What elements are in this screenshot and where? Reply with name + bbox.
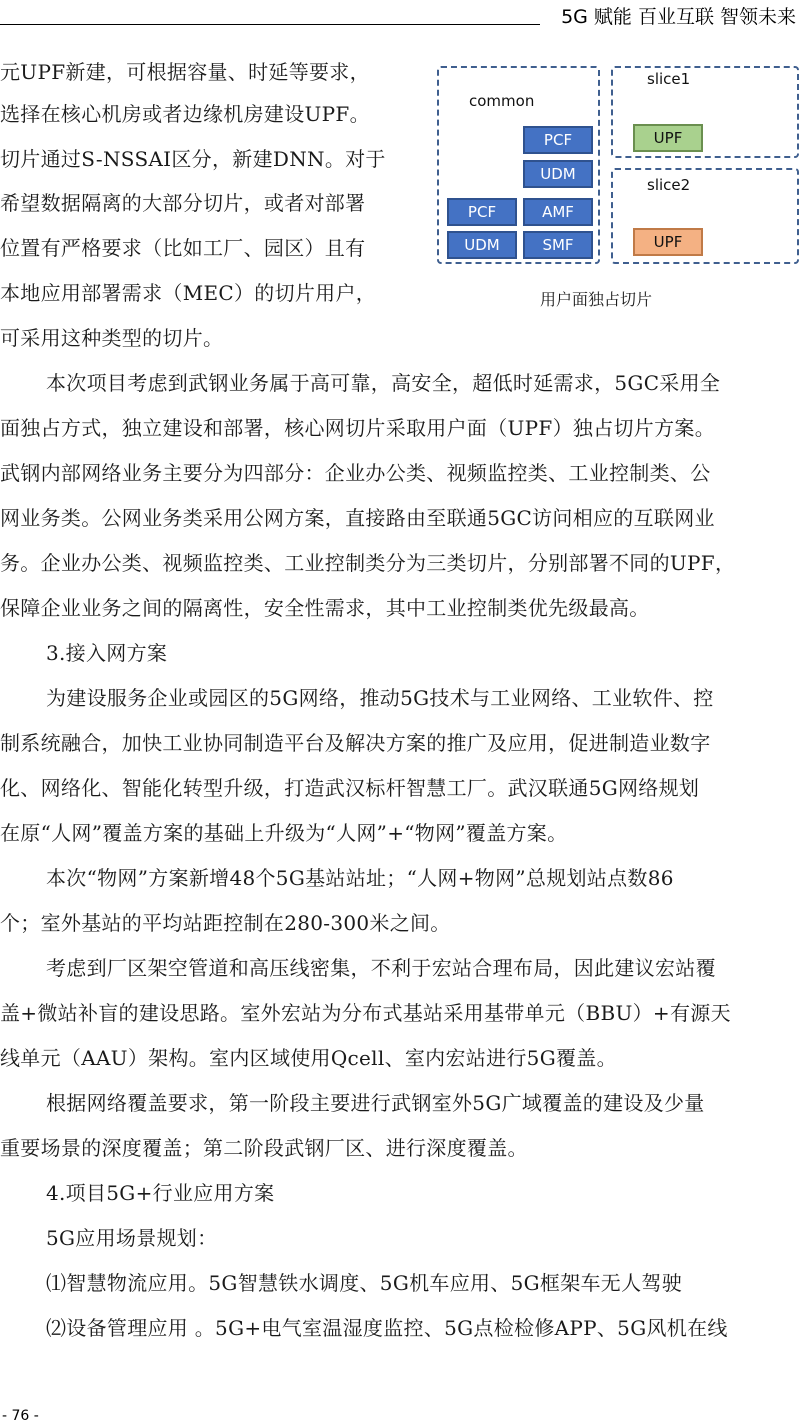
pcf-node: PCF (447, 198, 517, 226)
slice1-label: slice1 (647, 70, 691, 88)
pcf-node: PCF (523, 126, 593, 154)
amf-node: AMF (523, 198, 593, 226)
intro-line: 切片通过S-NSSAI区分，新建DNN。对于 (0, 147, 386, 171)
header-rule (0, 24, 540, 25)
body-line: 盖+微站补盲的建设思路。室外宏站为分布式基站采用基带单元（BBU）+有源天 (0, 1001, 731, 1025)
slice-diagram (437, 66, 799, 266)
common-label: common (469, 92, 535, 110)
body-line: 为建设服务企业或园区的5G网络，推动5G技术与工业网络、工业软件、控 (46, 686, 714, 710)
diagram-caption: 用户面独占切片 (540, 290, 653, 309)
list-item: ⑴智慧物流应用。5G智慧铁水调度、5G机车应用、5G框架车无人驾驶 (46, 1271, 683, 1295)
body-line: 制系统融合，加快工业协同制造平台及解决方案的推广及应用，促进制造业数字 (0, 731, 711, 755)
body-line: 个；室外基站的平均站距控制在280-300米之间。 (0, 911, 451, 935)
body-line: 根据网络覆盖要求，第一阶段主要进行武钢室外5G广域覆盖的建设及少量 (46, 1091, 705, 1115)
body-line: 保障企业业务之间的隔离性，安全性需求，其中工业控制类优先级最高。 (0, 596, 650, 620)
upf-node-slice2: UPF (633, 228, 703, 256)
udm-node: UDM (447, 231, 517, 259)
intro-line: 选择在核心机房或者边缘机房建设UPF。 (0, 102, 370, 126)
common-box (437, 66, 600, 264)
intro-line: 元UPF新建，可根据容量、时延等要求， (0, 60, 370, 84)
body-line: 5G应用场景规划： (46, 1226, 218, 1250)
body-line: 务。企业办公类、视频监控类、工业控制类分为三类切片，分别部署不同的UPF， (0, 551, 736, 575)
section-heading: 3.接入网方案 (46, 641, 168, 665)
udm-node: UDM (523, 160, 593, 188)
body-line: 武钢内部网络业务主要分为四部分：企业办公类、视频监控类、工业控制类、公 (0, 461, 711, 485)
body-line: 本次项目考虑到武钢业务属于高可靠，高安全，超低时延需求，5GC采用全 (46, 371, 721, 395)
intro-line: 可采用这种类型的切片。 (0, 326, 224, 350)
slice1-box (611, 66, 799, 158)
page-number: - 76 - (2, 1408, 39, 1424)
body-line: 在原“人网”覆盖方案的基础上升级为“人网”+“物网”覆盖方案。 (0, 821, 568, 845)
intro-line: 本地应用部署需求（MEC）的切片用户， (0, 281, 377, 305)
page-header (0, 0, 800, 28)
body-line: 面独占方式，独立建设和部署，核心网切片采取用户面（UPF）独占切片方案。 (0, 416, 715, 440)
smf-node: SMF (523, 231, 593, 259)
body-line: 本次“物网”方案新增48个5G基站站址；“人网+物网”总规划站点数86 (46, 866, 674, 890)
slice2-box (611, 168, 799, 264)
intro-line: 位置有严格要求（比如工厂、园区）且有 (0, 236, 366, 260)
intro-line: 希望数据隔离的大部分切片，或者对部署 (0, 191, 366, 215)
list-item: ⑵设备管理应用 。5G+电气室温湿度监控、5G点检检修APP、5G风机在线 (46, 1316, 728, 1340)
body-line: 网业务类。公网业务类采用公网方案，直接路由至联通5GC访问相应的互联网业 (0, 506, 715, 530)
body-line: 考虑到厂区架空管道和高压线密集，不利于宏站合理布局，因此建议宏站覆 (46, 956, 716, 980)
upf-node-slice1: UPF (633, 124, 703, 152)
body-line: 重要场景的深度覆盖；第二阶段武钢厂区、进行深度覆盖。 (0, 1136, 528, 1160)
body-line: 线单元（AAU）架构。室内区域使用Qcell、室内宏站进行5G覆盖。 (0, 1046, 617, 1070)
body-line: 化、网络化、智能化转型升级，打造武汉标杆智慧工厂。武汉联通5G网络规划 (0, 776, 700, 800)
header-title: 5G 赋能 百业互联 智领未来 (561, 6, 796, 28)
section-heading: 4.项目5G+行业应用方案 (46, 1181, 275, 1205)
slice2-label: slice2 (647, 176, 691, 194)
